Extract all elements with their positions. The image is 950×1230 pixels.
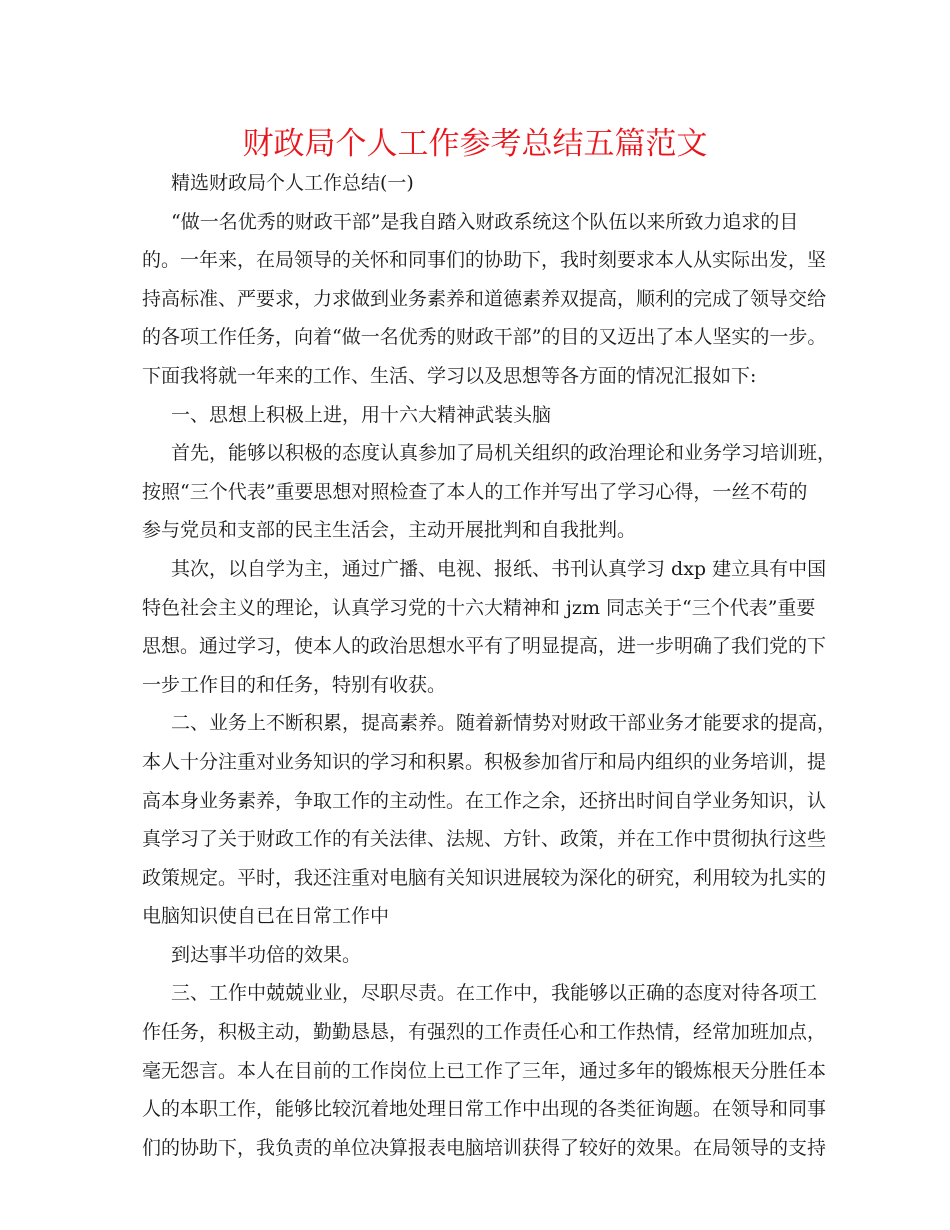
body-line: 参与党员和支部的民主生活会，主动开展批判和自我批判。 <box>142 519 637 542</box>
body-line: 本人十分注重对业务知识的学习和积累。积极参加省厅和局内组织的业务培训，提 <box>142 750 827 773</box>
body-line: 持高标准、严要求，力求做到业务素养和道德素养双提高，顺利的完成了领导交给 <box>142 287 827 310</box>
body-line: 三、工作中兢兢业业，尽职尽责。在工作中，我能够以正确的态度对待各项工 <box>171 982 818 1005</box>
body-line: 政策规定。平时，我还注重对电脑有关知识进展较为深化的研究，利用较为扎实的 <box>142 866 827 889</box>
body-line: 二、业务上不断积累，提高素养。随着新情势对财政干部业务才能要求的提高， <box>171 712 837 735</box>
body-line: 们的协助下，我负责的单位决算报表电脑培训获得了较好的效果。在局领导的支持 <box>142 1136 827 1159</box>
body-line: 其次，以自学为主，通过广播、电视、报纸、书刊认真学习 dxp 建立具有中国 <box>171 557 827 580</box>
body-line: 按照“三个代表”重要思想对照检查了本人的工作并写出了学习心得，一丝不苟的 <box>142 480 808 503</box>
body-line: 一、思想上积极上进，用十六大精神武装头脑 <box>171 403 552 426</box>
body-line: 特色社会主义的理论，认真学习党的十六大精神和 jzm 同志关于“三个代表”重要 <box>142 596 816 619</box>
document-title: 财政局个人工作参考总结五篇范文 <box>242 126 708 162</box>
body-line: 高本身业务素养，争取工作的主动性。在工作之余，还挤出时间自学业务知识，认 <box>142 789 827 812</box>
body-line: 人的本职工作，能够比较沉着地处理日常工作中出现的各类征询题。在领导和同事 <box>142 1098 827 1121</box>
body-line: 真学习了关于财政工作的有关法律、法规、方针、政策，并在工作中贯彻执行这些 <box>142 828 827 851</box>
body-line: 电脑知识使自已在日常工作中 <box>142 905 390 928</box>
body-line: “做一名优秀的财政干部”是我自踏入财政系统这个队伍以来所致力追求的目 <box>171 210 799 233</box>
body-line: 一步工作目的和任务，特别有收获。 <box>142 673 447 696</box>
body-line: 首先，能够以积极的态度认真参加了局机关组织的政治理论和业务学习培训班， <box>171 442 837 465</box>
body-line: 的各项工作任务，向着“做一名优秀的财政干部”的目的又迈出了本人坚实的一步。 <box>142 326 827 349</box>
body-line: 精选财政局个人工作总结(一) <box>171 172 414 194</box>
body-line: 思想。通过学习，使本人的政治思想水平有了明显提高，进一步明确了我们党的下 <box>142 635 827 658</box>
body-line: 的。一年来，在局领导的关怀和同事们的协助下，我时刻要求本人从实际出发，坚 <box>142 249 827 272</box>
body-line: 到达事半功倍的效果。 <box>171 943 362 966</box>
body-line: 作任务，积极主动，勤勤恳恳，有强烈的工作责任心和工作热情，经常加班加点， <box>142 1021 827 1044</box>
document-body <box>142 164 837 1167</box>
body-line: 毫无怨言。本人在目前的工作岗位上已工作了三年，通过多年的锻炼根天分胜任本 <box>142 1059 827 1082</box>
body-line: 下面我将就一年来的工作、生活、学习以及思想等各方面的情况汇报如下: <box>142 364 757 387</box>
